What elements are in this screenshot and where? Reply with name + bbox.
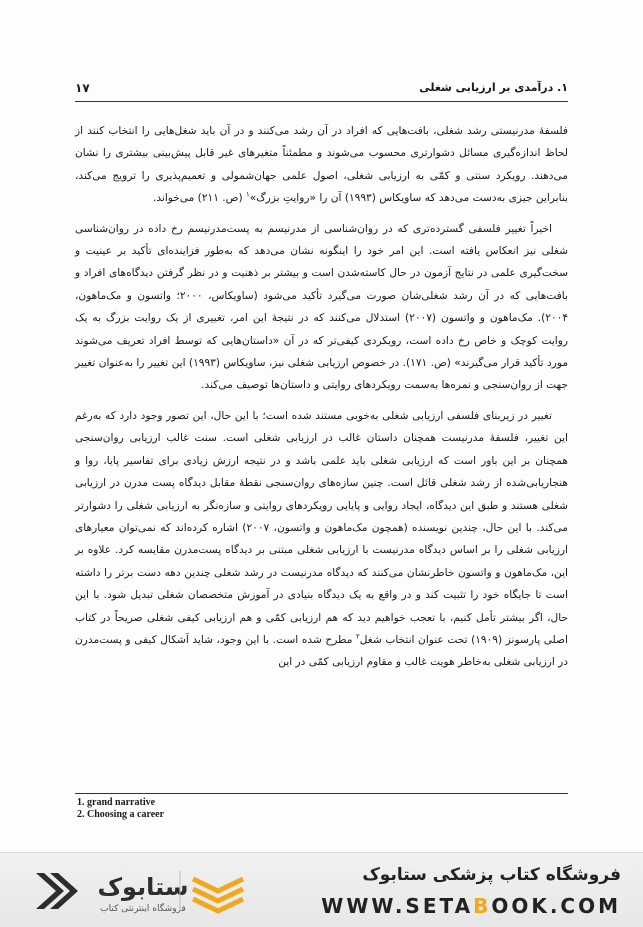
paragraph-3-tail: مطرح شده است. با این وجود، شاید اَشکال کیفی و پست‌مدرن در ارزیابی شغلی به‌خاطر هویت غالب و مقاوم ارزیابی کمّی در این	[75, 633, 568, 669]
website-url[interactable]	[321, 894, 621, 918]
running-header	[75, 81, 568, 99]
page-number: ۱۷	[75, 81, 90, 95]
url-accent: B	[473, 894, 492, 918]
shop-name: فروشگاه کتاب پزشکی ستابوک	[362, 865, 621, 885]
paragraph-2	[75, 218, 568, 397]
logo-wordmark: ستابوک	[97, 873, 189, 901]
book-stack-icon	[193, 879, 243, 911]
chevron-logo-icon	[36, 873, 78, 909]
paragraph-2-text: اخیراً تغییر فلسفی گسترده‌تری که در روان‌شناسی از مدرنیسم به پست‌مدرنیسم رخ داده در روان‌شناسی شغلی نیز انعکاس یافته است. این امر خود را اینگونه نشان می‌دهد که به‌طور فزاینده‌ای تأکید بر عینیت و سخت‌گیری علمی در نتایج آزمون در حال کاسته‌شدن است و بیشتر بر ذهنیت و در نظر گرفتن دیدگاه‌های افراد و بافت‌هایی که در آن رشد شغلی‌شان صورت می‌گیرد تأکید می‌شود (ساویکاس، ۲۰۰۰؛ واتسون و مک‌ماهون، ۲۰۰۴). مک‌ماهون و واتسون (۲۰۰۷) استدلال می‌کنند که در نتیجهٔ این امر، تغییری از یک روایت بزرگ به یک روایت کوچک و خاص رخ داده است، رویکردی کیفی‌تر که در آن «داستان‌هایی که توسط افراد تعریف می‌شوند مورد تأکید قرار می‌گیرند» (ص. ۱۷۱). در خصوص ارزیابی شغلی نیز، ساویکاس (۱۹۹۳) این تغییر را به‌عنوان تغییر جهت از روان‌سنجی و نمره‌ها به‌سمت رویکردهای روایتی و داستان‌ها توصیف می‌کند.	[75, 222, 569, 392]
paragraph-1	[75, 120, 568, 210]
paragraph-1-text: فلسفهٔ مدرنیستی رشد شغلی، بافت‌هایی که افراد در آن رشد می‌کنند و در آن باید شغل‌هایی را انتخاب کنند از لحاظ اندازه‌گیری مسائل دشوارتری محسوب می‌شوند و مطمئناً متغیرهای غیر قابل پیش‌بینی بیشتری را نشان می‌دهند. رویکرد سنتی و کمّی به ارزیابی شغلی، اصول علمی جهان‌شمولی و تعمیم‌پذیری را ترویج می‌کند، بنابراین جیزی به‌دست می‌دهد که ساویکاس (۱۹۹۳) آن را «روایتِ بزرگ»	[75, 125, 568, 205]
chapter-title: ۱. درآمدی بر ارزیابی شغلی	[419, 81, 568, 94]
logo-tagline: فروشگاه اینترنتی کتاب	[100, 904, 186, 914]
paragraph-3	[75, 405, 568, 674]
paragraph-1-tail: (ص. ۲۱۱) می‌خواند.	[152, 192, 246, 205]
setabook-logo[interactable]	[28, 865, 258, 917]
footnote-ref-2: ۲	[356, 632, 360, 641]
paragraph-3-text: تغییر در زیربنای فلسفی ارزیابی شغلی به‌خوبی مستند شده است؛ با این حال، این تصور وجود دارد که به‌رغم این تغییر، فلسفهٔ مدرنیست همچنان داستان غالب در ارزیابی شغلی است. سنت غالب ارزیابی روان‌سنجی همچنان بر این باور است که ارزیابی شغلی باید علمی باشد و در نتیجه ارزش زیادی برای تفاسیر پایا، روا و هنجاریابی‌شده از رشد شغلی قائل است. چنین سازه‌های روان‌سنجی نقطهٔ مقابل دیدگاه پست مدرن در ارزیابی شغلی هستند و طبق این دیدگاه، ایجاد روایی و پایایی رویکردهای روایتی و سازه‌نگر به ارزیابی شغلی را دشوارتر می‌کند. با این حال، چندین نویسنده (همچون مک‌ماهون و واتسون، ۲۰۰۷) اشاره کرده‌اند که نمی‌توان معیارهای ارزیابی شغلی را بر اساس دیدگاه مدرنیست با ارزیابی شغلی مبتنی بر دیدگاه پست‌مدرن مقایسه کرد. علاوه بر این، مک‌ماهون و واتسون خاطرنشان می‌کنند که دیدگاه مدرنیست در رشد شغلی چندین دهه دست برتر را داشته است تا جایگاه خود را تثبیت کند و در واقع به یک دیدگاه بنیادی در آموزش متخصصان شغلی تبدیل شود. با این حال، اگر بیشتر تأمل کنیم، با تعجب خواهیم دید که هم ارزیابی کمّی و هم ارزیابی کیفی شغلی صریحاً در کتاب اصلی پارسونز (۱۹۰۹) تحت عنوان انتخاب شغل	[75, 409, 568, 646]
footnote-1: 1. grand narrative	[77, 797, 156, 808]
footnote-rule	[75, 793, 568, 794]
footnote-2: 2. Choosing a career	[77, 809, 165, 820]
footnotes	[77, 797, 164, 821]
footnote-ref-1: ۱	[245, 190, 250, 199]
header-rule	[75, 101, 568, 102]
url-suffix: OOK.COM	[491, 894, 621, 918]
body-text	[75, 120, 568, 674]
store-banner	[0, 852, 643, 927]
url-prefix: WWW.SETA	[321, 894, 474, 918]
